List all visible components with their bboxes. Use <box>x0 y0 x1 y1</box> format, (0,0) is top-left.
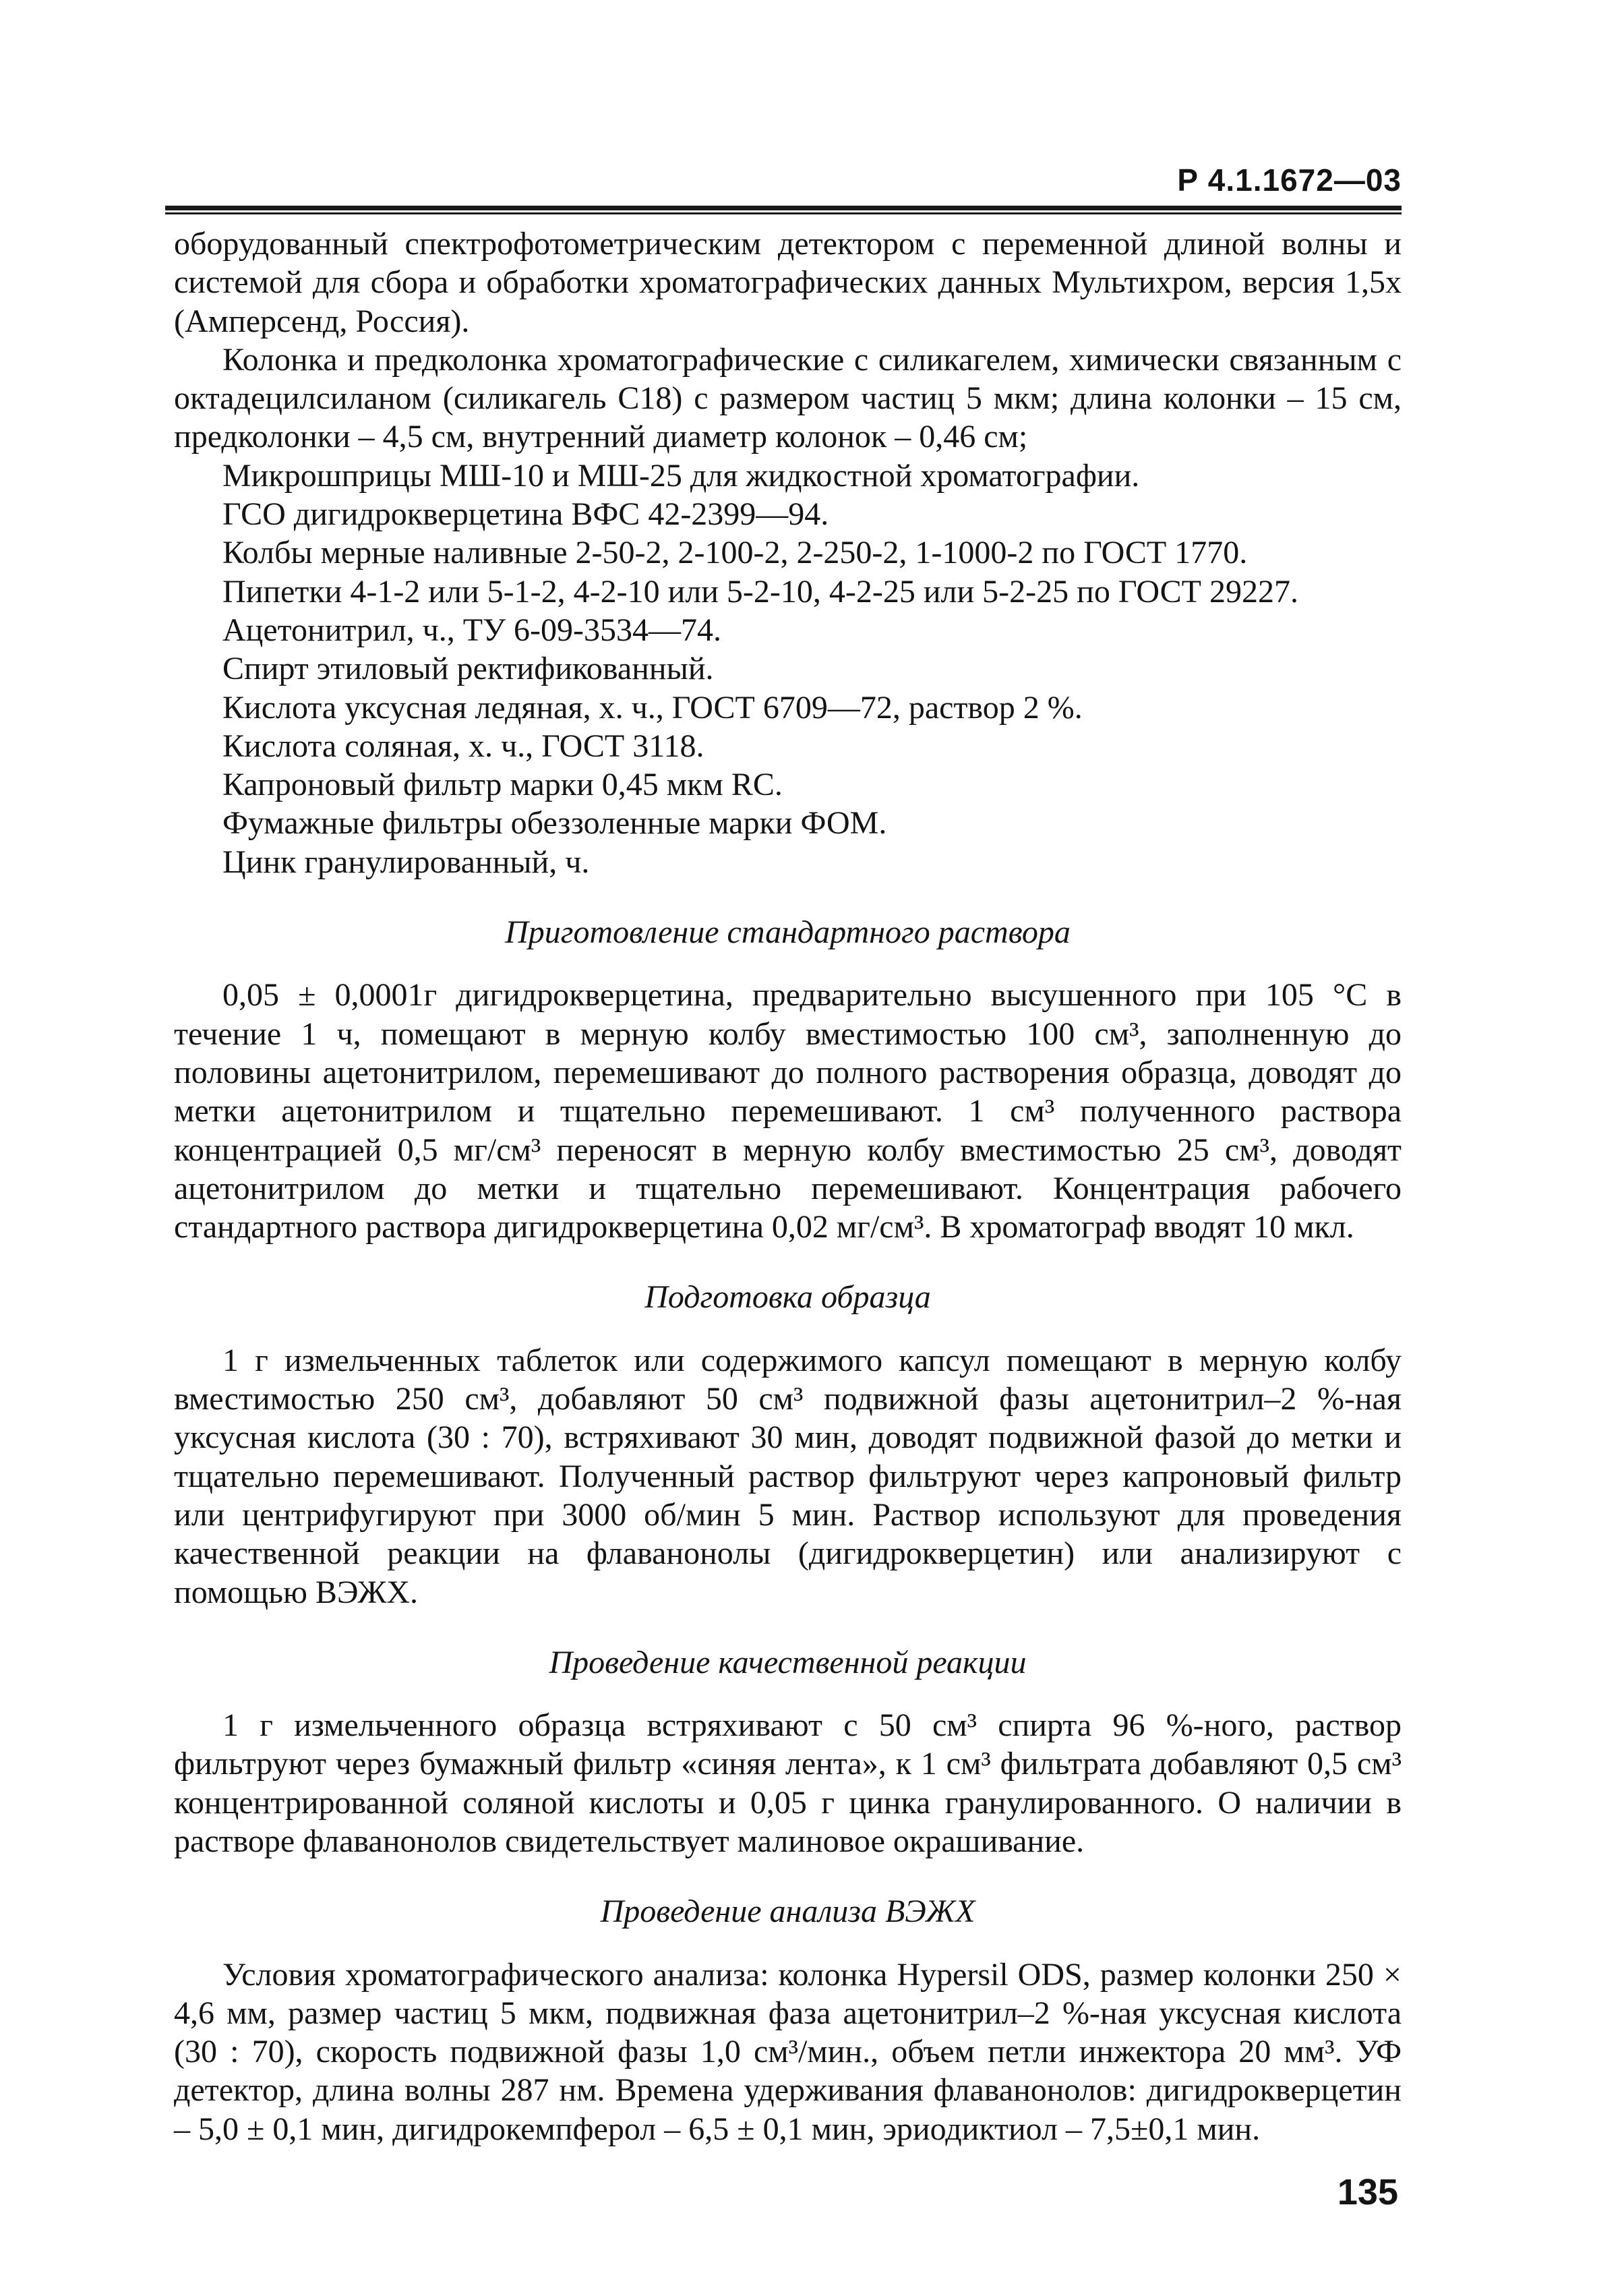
section-title-hplc-analysis: Проведение анализа ВЭЖХ <box>600 1893 975 1930</box>
equipment-list <box>174 457 1402 881</box>
section-title-standard-solution: Приготовление стандартного раствора <box>505 914 1071 951</box>
list-item: Цинк гранулированный, ч. <box>222 844 590 880</box>
list-item: Пипетки 4-1-2 или 5-1-2, 4-2-10 или 5-2-10, 4-2-25 или 5-2-25 по ГОСТ 29227. <box>222 573 1298 610</box>
list-item: Ацетонитрил, ч., ТУ 6-09-3534—74. <box>222 612 721 648</box>
page-number: 135 <box>1337 2172 1398 2212</box>
list-item: Спирт этиловый ректификованный. <box>222 651 714 687</box>
list-item: Колбы мерные наливные 2-50-2, 2-100-2, 2-250-2, 1-1000-2 по ГОСТ 1770. <box>222 535 1248 571</box>
document-code: Р 4.1.1672—03 <box>1177 163 1402 198</box>
list-item: Кислота соляная, х. ч., ГОСТ 3118. <box>222 728 704 764</box>
header-rule <box>165 206 1402 218</box>
paragraph-qualitative-reaction: 1 г измельченного образца встряхивают с 50 см³ спирта 96 %-ного, раствор фильтруют через бумажный фильтр «синяя лента», к 1 см³ фильтрата добавляют 0,5 см³ концентрированной соляной кислоты и 0,05 г цинка гранулированного. О наличии в растворе флаванонолов свидетельствует малиновое окрашивание. <box>174 1707 1402 1859</box>
list-item: Капроновый фильтр марки 0,45 мкм RC. <box>222 767 783 803</box>
paragraph-intro: оборудованный спектрофотометрическим детектором с переменной длиной волны и системой для сбора и обработки хроматографических данных Мультихром, версия 1,5х (Амперсенд, Россия). <box>174 226 1402 339</box>
list-item: ГСО дигидрокверцетина ВФС 42-2399—94. <box>222 496 829 533</box>
list-item: Микрошприцы МШ-10 и МШ-25 для жидкостной хроматографии. <box>222 457 1140 494</box>
list-item: Кислота уксусная ледяная, х. ч., ГОСТ 6709—72, раствор 2 %. <box>222 689 1083 726</box>
paragraph-column: Колонка и предколонка хроматографические с силикагелем, химически связанным с октадецилсиланом (силикагель С18) с размером частиц 5 мкм; длина колонки – 15 см, предколонки – 4,5 см, внутренний диаметр колонок – 0,46 см; <box>174 341 1402 455</box>
section-title-qualitative-reaction: Проведение качественной реакции <box>549 1644 1027 1680</box>
list-item: Фумажные фильтры обеззоленные марки ФОМ. <box>222 805 887 842</box>
paragraph-hplc-analysis: Условия хроматографического анализа: колонка Hypersil ODS, размер колонки 250 × 4,6 мм, размер частиц 5 мкм, подвижная фаза ацетонитрил–2 %-ная уксусная кислота (30 : 70), скорость подвижной фазы 1,0 см³/мин., объем петли инжектора 20 мм³. УФ детектор, длина волны 287 нм. Времена удерживания флаванонолов: дигидрокверцетин – 5,0 ± 0,1 мин, дигидрокемпферол – 6,5 ± 0,1 мин, эриодиктиол – 7,5±0,1 мин. <box>174 1956 1402 2147</box>
paragraph-sample-prep: 1 г измельченных таблеток или содержимого капсул помещают в мерную колбу вместимостью 250 см³, добавляют 50 см³ подвижной фазы ацетонитрил–2 %-ная уксусная кислота (30 : 70), встряхивают 30 мин, доводят подвижной фазой до метки и тщательно перемешивают. Полученный раствор фильтруют через капроновый фильтр или центрифугируют при 3000 об/мин 5 мин. Раствор используют для проведения качественной реакции на флаванонолы (дигидрокверцетин) или анализируют с помощью ВЭЖХ. <box>174 1342 1402 1610</box>
page-content <box>174 225 1402 2148</box>
section-title-sample-prep: Подготовка образца <box>644 1279 931 1316</box>
paragraph-standard-solution: 0,05 ± 0,0001г дигидрокверцетина, предварительно высушенного при 105 °С в течение 1 ч, помещают в мерную колбу вместимостью 100 см³, заполненную до половины ацетонитрилом, перемешивают до полного растворения образца, доводят до метки ацетонитрилом и тщательно перемешивают. 1 см³ полученного раствора концентрацией 0,5 мг/см³ переносят в мерную колбу вместимостью 25 см³, доводят ацетонитрилом до метки и тщательно перемешивают. Концентрация рабочего стандартного раствора дигидрокверцетина 0,02 мг/см³. В хроматограф вводят 10 мкл. <box>174 977 1402 1245</box>
